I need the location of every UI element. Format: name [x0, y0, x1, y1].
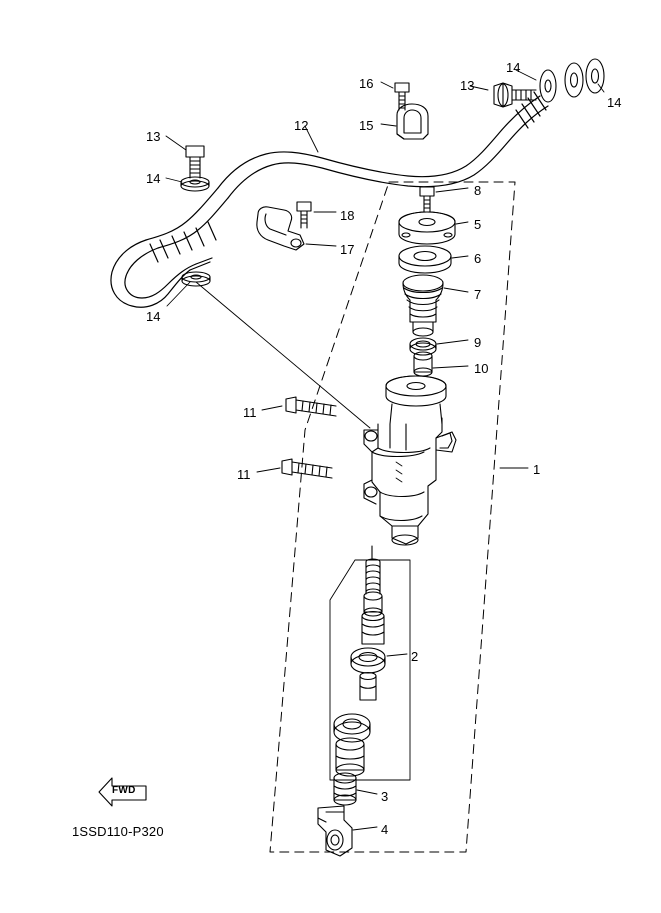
- master-cylinder-body: [364, 376, 456, 545]
- callout-5: 5: [474, 217, 482, 232]
- item-14-washers-right: [540, 59, 604, 102]
- item-11-bolt-upper: [286, 397, 336, 416]
- callout-18: 18: [340, 208, 355, 223]
- item-2-piston-kit: [330, 546, 410, 780]
- callout-13: 13: [460, 78, 475, 93]
- callout-1: 1: [533, 462, 541, 477]
- callout-3: 3: [381, 789, 389, 804]
- callout-9: 9: [474, 335, 482, 350]
- callout-11: 11: [243, 405, 257, 420]
- callout-4: 4: [381, 822, 389, 837]
- fwd-label: FWD: [112, 785, 136, 796]
- callout-13: 13: [146, 129, 161, 144]
- callout-15: 15: [359, 118, 374, 133]
- callout-7: 7: [474, 287, 482, 302]
- item-12-brake-hose: [111, 92, 548, 307]
- callout-12: 12: [294, 118, 309, 133]
- item-14-washer-left-lower: [182, 272, 210, 286]
- callout-16: 16: [359, 76, 374, 91]
- callout-6: 6: [474, 251, 482, 266]
- callout-17: 17: [340, 242, 355, 257]
- item-11-bolt-lower: [282, 459, 332, 478]
- callout-11: 11: [237, 467, 251, 482]
- part-code-label: 1SSD110-P320: [72, 824, 164, 839]
- item-14-washer-left-upper: [181, 177, 209, 191]
- item-7-reservoir: [403, 275, 443, 336]
- item-10-union: [414, 352, 432, 376]
- leader-lines: [166, 70, 604, 830]
- callout-14: 14: [146, 171, 161, 186]
- item-6-diaphragm: [399, 246, 451, 273]
- callout-14: 14: [146, 309, 161, 324]
- item-3-dust-boot: [334, 773, 356, 805]
- callout-2: 2: [411, 649, 419, 664]
- callout-8: 8: [474, 183, 482, 198]
- item-18-bolt: [297, 202, 311, 228]
- item-13-banjo-bolt-left: [186, 146, 204, 178]
- item-4-clevis: [318, 806, 352, 856]
- item-17-hose-holder: [257, 207, 304, 250]
- item-15-hose-guide: [397, 104, 428, 139]
- item-8-bolt: [420, 187, 434, 212]
- callout-10: 10: [474, 361, 489, 376]
- callout-14: 14: [506, 60, 521, 75]
- callout-14: 14: [607, 95, 622, 110]
- item-5-cap: [399, 212, 455, 244]
